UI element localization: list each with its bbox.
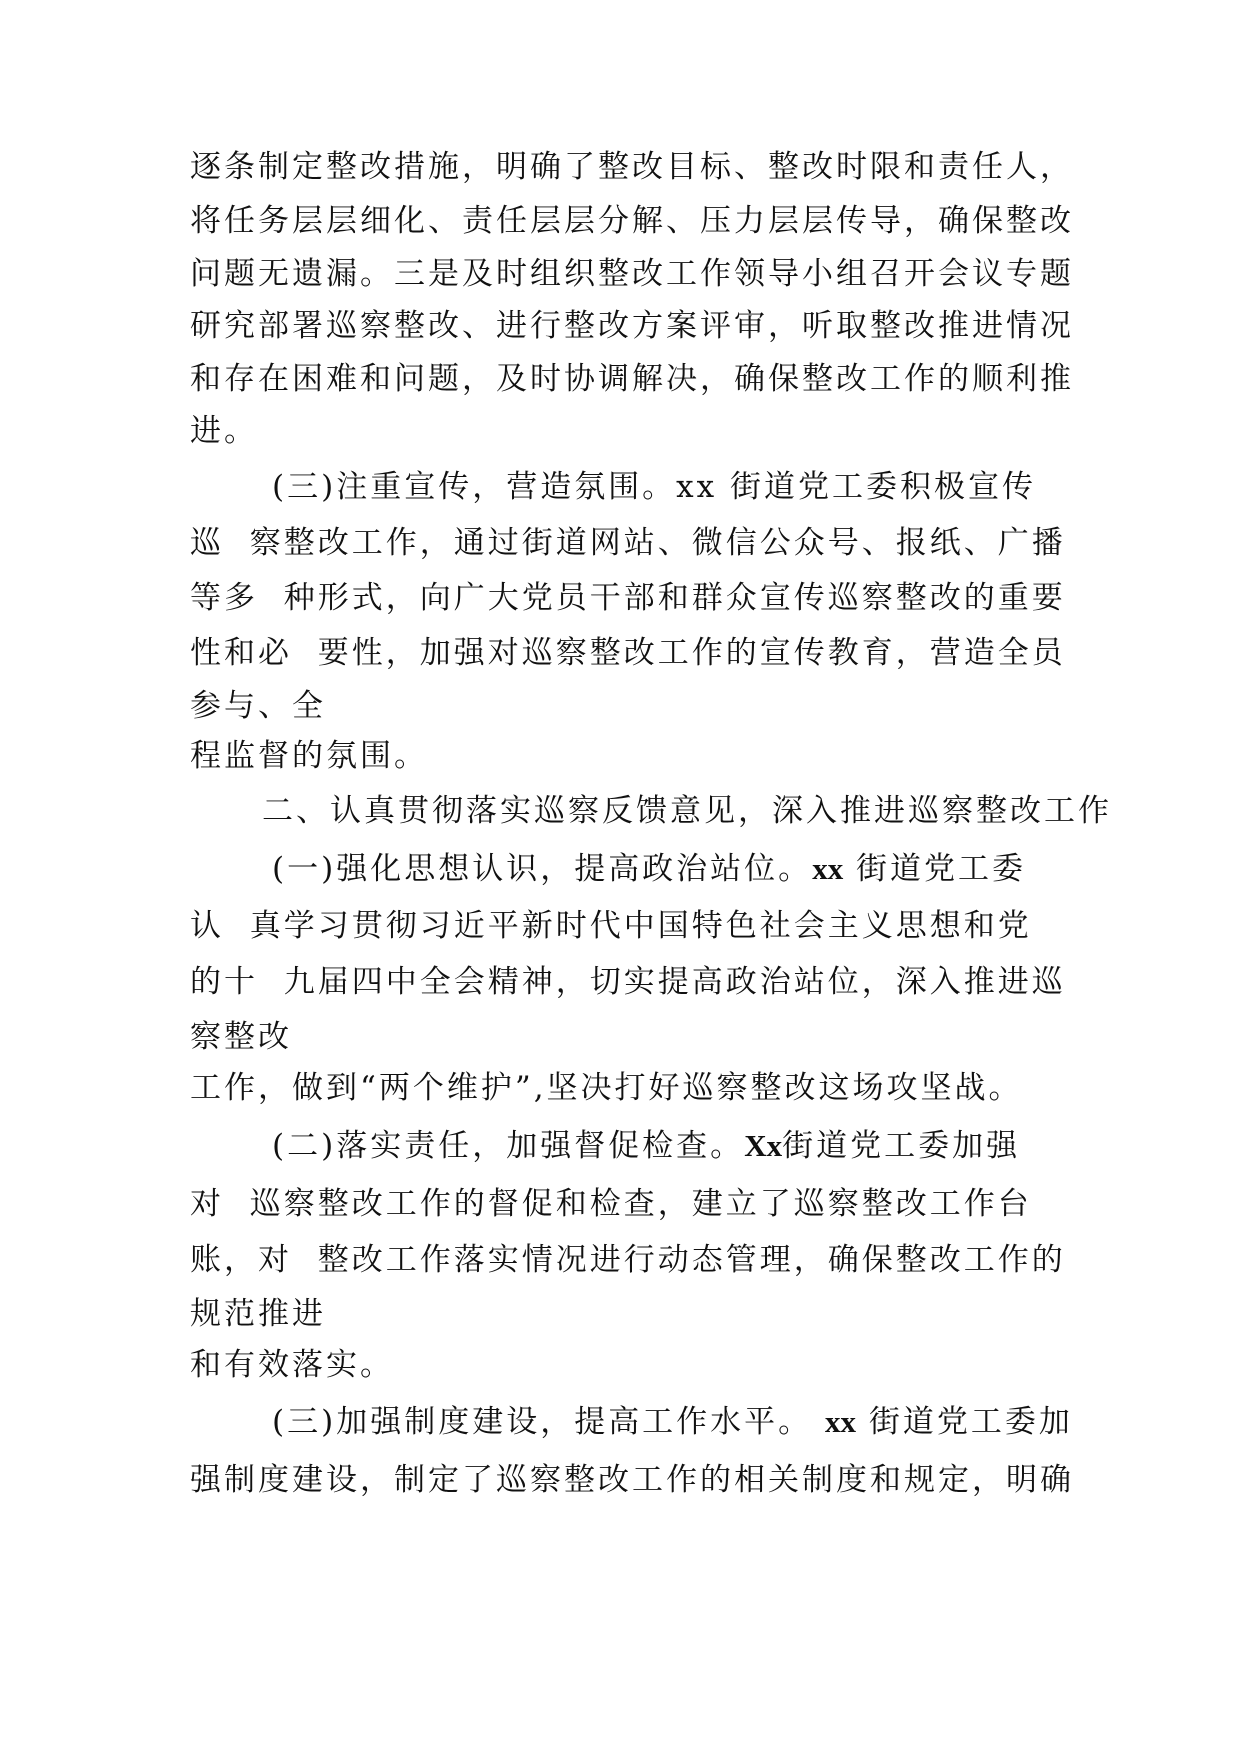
body-line-2: 将任务层层细化、责任层层分解、压力层层传导，确保整改 <box>190 203 1074 239</box>
body-line-10: 性和必 要性，加强对巡察整改工作的宣传教育，营造全员 <box>190 635 1066 671</box>
body-line-12: 程监督的氛围。 <box>190 738 428 774</box>
section-heading-publicity: (三)注重宣传，营造氛围。xx 街道党工委积极宣传 <box>272 469 1037 505</box>
body-line-17: 察整改 <box>190 1019 292 1055</box>
body-line-1: 逐条制定整改措施，明确了整改目标、整改时限和责任人， <box>190 149 1074 185</box>
body-line-25: 强制度建设，制定了巡察整改工作的相关制度和规定，明确 <box>190 1462 1074 1498</box>
body-line-4: 研究部署巡察整改、进行整改方案评审，听取整改推进情况 <box>190 308 1074 344</box>
section-heading-awareness: (一)强化思想认识，提高政治站位。xx 街道党工委 <box>272 851 1027 887</box>
chapter-heading-two: 二、认真贯彻落实巡察反馈意见，深入推进巡察整改工作 <box>262 793 1112 829</box>
body-line-18: 工作，做到“两个维护”,坚决打好巡察整改这场攻坚战。 <box>190 1070 1023 1106</box>
body-line-5: 和存在困难和问题，及时协调解决，确保整改工作的顺利推 <box>190 361 1074 397</box>
section-heading-system: (三)加强制度建设，提高工作水平。 xx 街道党工委加 <box>272 1404 1073 1440</box>
body-line-16: 的十 九届四中全会精神，切实提高政治站位，深入推进巡 <box>190 964 1066 1000</box>
body-line-11: 参与、全 <box>190 688 326 724</box>
body-line-21: 账，对 整改工作落实情况进行动态管理，确保整改工作的 <box>190 1242 1066 1278</box>
section-heading-responsibility: (二)落实责任，加强督促检查。Xx街道党工委加强 <box>272 1128 1021 1164</box>
body-line-20: 对 巡察整改工作的督促和检查，建立了巡察整改工作台 <box>190 1186 1032 1222</box>
body-line-3: 问题无遗漏。三是及时组织整改工作领导小组召开会议专题 <box>190 256 1074 292</box>
body-line-15: 认 真学习贯彻习近平新时代中国特色社会主义思想和党 <box>190 908 1032 944</box>
body-line-9: 等多 种形式，向广大党员干部和群众宣传巡察整改的重要 <box>190 580 1066 616</box>
body-line-6: 进。 <box>190 413 258 449</box>
body-line-23: 和有效落实。 <box>190 1347 394 1383</box>
body-line-8: 巡 察整改工作，通过街道网站、微信公众号、报纸、广播 <box>190 525 1066 561</box>
body-line-22: 规范推进 <box>190 1296 326 1332</box>
